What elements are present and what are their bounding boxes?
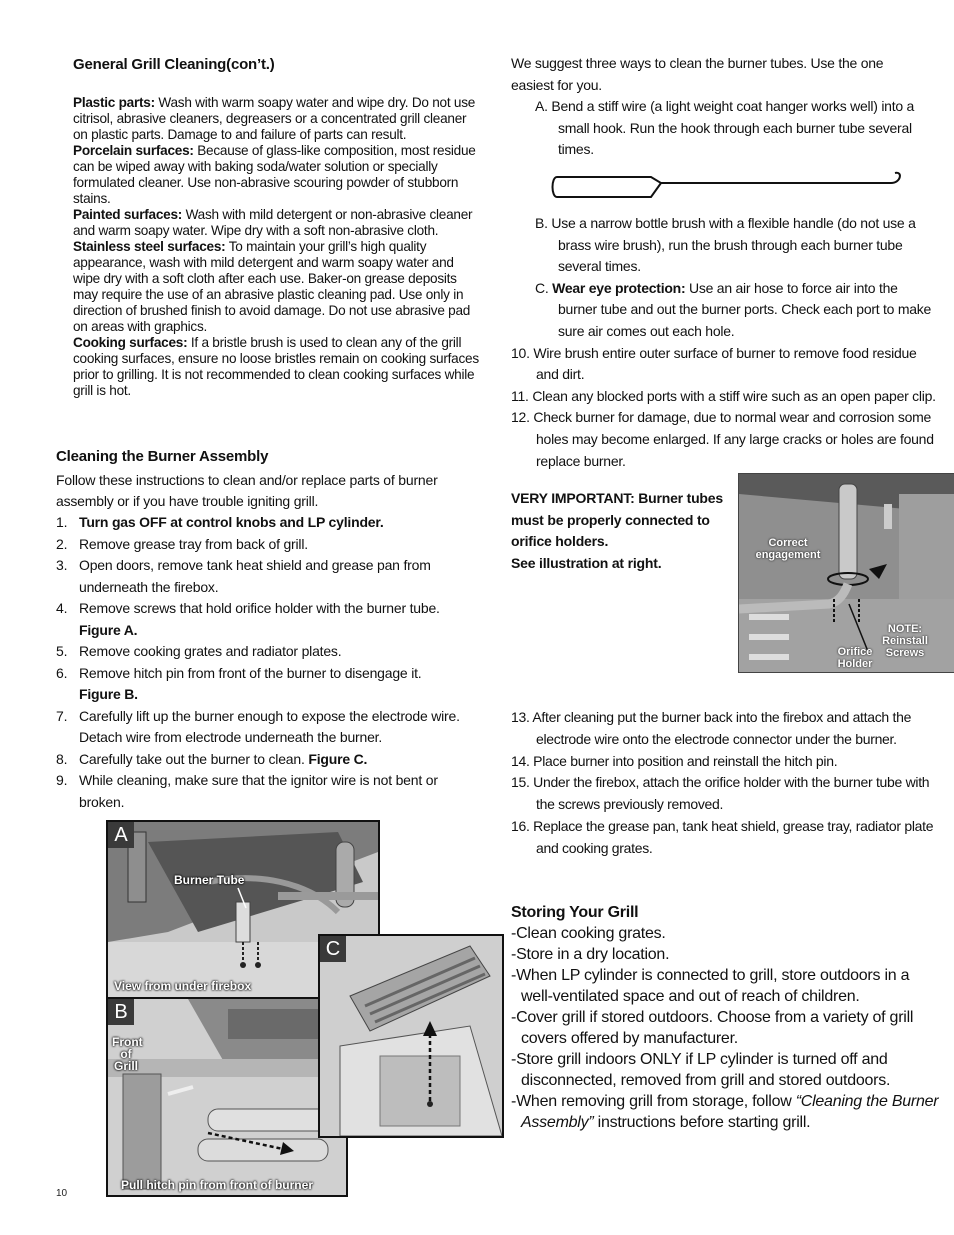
suggest-line-1: We suggest three ways to clean the burner tubes. Use the one [511, 55, 884, 71]
burner-steps-list [56, 512, 486, 813]
care-porcelain: Porcelain surfaces: Because of glass-like composition, most residue can be wiped away with baking soda/water solution or specially formulated cleaner. Use non-abrasive scouring powder of stubborn stains. [73, 143, 476, 206]
method-b: B. Use a narrow bottle brush with a flexible handle (do not use a brass wire brush), run the brush through each burner tube several times. [535, 214, 916, 275]
care-stainless: Stainless steel surfaces: To maintain your grill’s high quality appearance, wash with mild detergent and warm soapy water and wipe dry with a soft cloth after each use. Baker-on grease deposits may require the use of an abrasive plastic cleaning pad. Use only in direction of brushed finish to avoid damage. Do not use abrasive pad on areas with graphics. [73, 239, 471, 334]
step-10: 10. Wire brush entire outer surface of burner to remove food residue and dirt. [511, 344, 917, 383]
step-11: 11. Clean any blocked ports with a stiff wire such as an open paper clip. [511, 387, 936, 404]
list-item: 1. Turn gas OFF at control knobs and LP cylinder. [56, 514, 384, 530]
figure-a-letter: A [108, 822, 134, 848]
engagement-illustration [738, 473, 954, 673]
list-item: 4. Remove screws that hold orifice holder with the burner tube. Figure A. [56, 598, 486, 641]
list-item: 6. Remove hitch pin from front of the burner to disengage it. Figure B. [56, 663, 486, 706]
figure-c-ref: Figure C. [308, 750, 368, 767]
general-cleaning-section [73, 56, 481, 399]
important-line: VERY IMPORTANT: Burner tubes [511, 490, 723, 506]
figure-b-ref: Figure B. [79, 686, 138, 702]
important-line: orifice holders. [511, 533, 609, 550]
burner-intro-line-1: Follow these instructions to clean and/or replace parts of burner [56, 472, 438, 488]
reassembly-steps [511, 707, 941, 860]
list-item: 3. Open doors, remove tank heat shield and grease pan from underneath the firebox. [56, 557, 431, 595]
burner-tube-cleaning-methods [511, 53, 939, 472]
orifice-holder-label: Orifice Holder [837, 646, 873, 670]
burner-assembly-heading: Cleaning the Burner Assembly [56, 448, 269, 465]
figure-a-ref: Figure A. [79, 621, 138, 638]
correct-engagement-label: Correct engagement [755, 537, 821, 561]
figure-b-caption: Pull hitch pin from front of burner [121, 1178, 313, 1192]
figure-b-letter: B [108, 999, 134, 1025]
burner-assembly-section [56, 448, 486, 813]
list-item: 7. Carefully lift up the burner enough to expose the electrode wire. Detach wire from electrode underneath the burner. [56, 707, 460, 745]
lift-burner-drawing [320, 936, 502, 1136]
care-cooking: Cooking surfaces: If a bristle brush is used to clean any of the grill cooking surfaces, ensure no loose bristles remain on cooking surfaces prior to grilling. It is not recommended to clean cooking surfaces while grill is hot. [73, 335, 479, 398]
figure-a-burner-tube-label: Burner Tube [174, 873, 245, 887]
step-13: 13. After cleaning put the burner back into the firebox and attach the electrode wire onto the electrode connector under the burner. [511, 709, 912, 747]
list-item: -Clean cooking grates. [511, 925, 666, 942]
figure-c-letter: C [320, 936, 346, 962]
suggest-line-2: easiest for you. [511, 76, 602, 93]
figure-b-illustration [106, 997, 348, 1197]
list-item: -Store in a dry location. [511, 946, 670, 963]
step-15: 15. Under the firebox, attach the orifice holder with the burner tube with the screws previously removed. [511, 774, 930, 813]
hitch-pin-drawing [108, 999, 346, 1195]
important-note [511, 488, 736, 574]
care-painted: Painted surfaces: Wash with mild detergent or non-abrasive cleaner and warm soapy water. Wipe dry with a soft non-abrasive cloth. [73, 207, 473, 238]
storing-section [511, 902, 941, 1133]
burner-intro-line-2: assembly or if you have trouble igniting grill. [56, 493, 319, 509]
general-cleaning-heading: General Grill Cleaning(con’t.) [73, 56, 275, 73]
list-item: 2. Remove grease tray from back of grill. [56, 535, 308, 552]
list-item: -Store grill indoors ONLY if LP cylinder is turned off and disconnected, removed from grill and stored outdoors. [511, 1051, 891, 1089]
figure-a-caption: View from under firebox [114, 979, 252, 993]
page-number: 10 [56, 1188, 68, 1199]
method-a: A. Bend a stiff wire (a light weight coat hanger works well) into a small hook. Run the hook through each burner tube several times. [535, 98, 915, 158]
list-item: 9. While cleaning, make sure that the ignitor wire is not bent or broken. [56, 772, 438, 810]
list-item: -Cover grill if stored outdoors. Choose from a variety of grill covers offered by manufacturer. [511, 1009, 914, 1047]
important-line: See illustration at right. [511, 554, 662, 571]
step-14: 14. Place burner into position and reinstall the hitch pin. [511, 752, 838, 769]
list-item: 8. Carefully take out the burner to clean. Figure C. [56, 750, 368, 767]
list-item: -When LP cylinder is connected to grill, store outdoors in a well-ventilated space and out of reach of children. [511, 967, 910, 1005]
figure-b-front-label: Front of Grill [112, 1035, 143, 1073]
important-line: must be properly connected to [511, 511, 710, 528]
step-16: 16. Replace the grease pan, tank heat shield, grease tray, radiator plate and cooking grates. [511, 817, 934, 856]
wire-hook-illustration [511, 161, 939, 213]
list-item: -When removing grill from storage, follow “Cleaning the Burner Assembly” instructions before starting grill. [511, 1093, 939, 1131]
wire-hook-icon [551, 167, 911, 207]
storing-heading: Storing Your Grill [511, 904, 639, 921]
care-plastic: Plastic parts: Wash with warm soapy water and wipe dry. Do not use citrisol, abrasive cleaners, degreasers or a concentrated grill cleaner on plastic parts. Damage to and failure of parts can result. [73, 95, 476, 142]
list-item: 5. Remove cooking grates and radiator plates. [56, 643, 342, 659]
method-c: C. Wear eye protection: Use an air hose to force air into the burner tube and out the burner ports. Check each port to make sure air comes out each hole. [535, 279, 932, 339]
step-12: 12. Check burner for damage, due to normal wear and corrosion some holes may become enlarged. If any large cracks or holes are found replace burner. [511, 409, 934, 469]
figure-c-illustration [318, 934, 504, 1138]
reinstall-screws-note: NOTE: Reinstall Screws [882, 623, 928, 659]
